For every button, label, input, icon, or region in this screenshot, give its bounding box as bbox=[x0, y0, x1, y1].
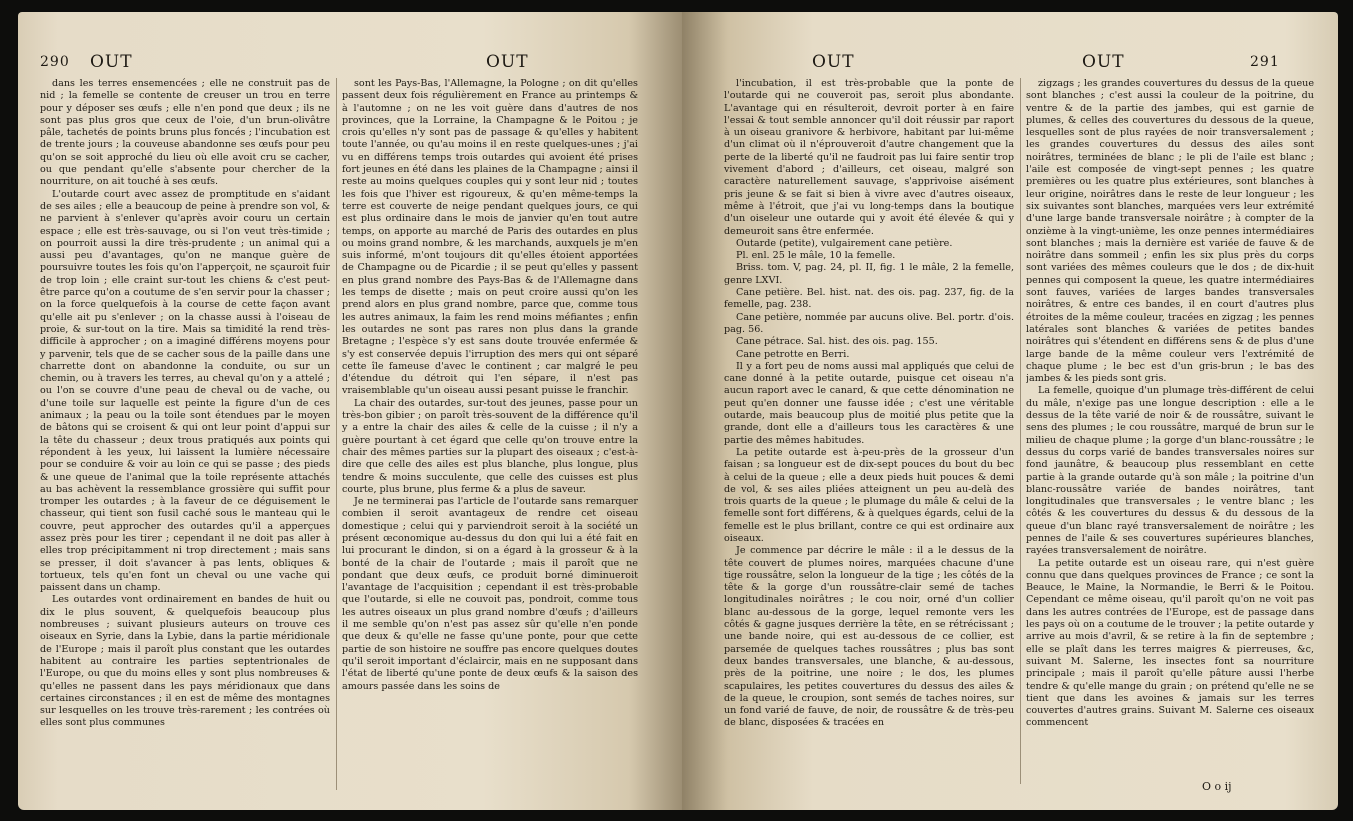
text-paragraph: Outarde (petite), vulgairement cane petière. bbox=[736, 237, 953, 249]
text-paragraph: Je commence par décrire le mâle : il a le dessus de la tête couvert de plumes noires, marquées chacune d'une tige roussâtre, selon la longueur de la tige ; les côtés de la tête & la gorge d'un roussâtre-clair semé de taches longitudinales noirâtres ; le cou noir, orné d'un collier blanc au-dessous de la gorge, lequel remonte vers les côtés & gagne jusques derrière la tête, en se rétrécissant ; une bande noire, qui est au-dessous de ce collier, est parsemée de quelques taches roussâtres ; plus bas sont deux bandes transversales, une blanche, & au-dessous, près de la poitrine, une noire ; le dos, les plumes scapulaires, les petites couvertures du dessus des ailes & de la queue, le croupion, sont semés de taches noires, sur un fond varié de fauve, de noir, de roussâtre & de très-peu de blanc, disposées & tracées en bbox=[724, 545, 1014, 729]
text-paragraph: Les outardes vont ordinairement en bandes de huit ou dix le plus souvent, & quelquefois beaucoup plus nombreuses ; suivant plusieurs auteurs on trouve ces oiseaux en Syrie, dans la Lybie, dans la partie méridionale de l'Europe ; mais il paroît plus constant que les outardes habitent au contraire les parties septentrionales de l'Europe, ou que du moins elles y sont plus nombreuses & qu'elles ne passent dans les pays méridionaux que dans certaines circonstances ; il en est de même des montagnes sur lesquelles on les trouve très-rarement ; les contrées où elles sont plus communes bbox=[40, 594, 330, 729]
right-column-1 bbox=[724, 78, 1014, 790]
text-paragraph: Cane petrotte en Berri. bbox=[736, 348, 850, 360]
text-paragraph: La petite outarde est à-peu-près de la grosseur d'un faisan ; sa longueur est de dix-sept pouces du bout du bec à celui de la queue ; elle a deux pieds huit pouces & demi de vol, & ses ailes pliées atteignent un peu au-delà des trois quarts de la queue ; le plumage du mâle & celui de la femelle sont fort différens, & à quelques égards, celui de la femelle est le plus brillant, contre ce qui est ordinaire aux oiseaux. bbox=[724, 446, 1014, 544]
text-paragraph: sont les Pays-Bas, l'Allemagne, la Pologne ; on dit qu'elles passent deux fois régulièrement en France au printemps & à l'automne ; on ne les voit guère dans d'autres de nos provinces, que la Lorraine, la Champagne & le Poitou ; je crois qu'elles n'y sont pas de passage & qu'elles y habitent toute l'année, ou qu'au moins il en reste quelques-unes ; j'ai vu en différens temps trois outardes qui avoient été prises fort jeunes en été dans les plaines de la Champagne ; ainsi il reste au moins quelques couples qui y sont leur nid ; toutes les fois que l'hiver est rigoureux, & qu'en même-temps la terre est couverte de neige pendant quelques jours, ce qui est plus ordinaire dans le mois de janvier qu'en tout autre temps, on apporte au marché de Paris des outardes en plus ou moins grand nombre, & les marchands, auxquels je m'en suis informé, m'ont toujours dit qu'elles étoient apportées de Champagne ou de Picardie ; il se peut qu'elles y passent en plus grand nombre des Pays-Bas & de l'Allemagne dans les temps de disette ; mais on peut croire aussi qu'on les prend alors en plus grand nombre, parce que, comme tous les autres animaux, la faim les rend moins méfiantes ; enfin les outardes ne sont pas rares non plus dans la grande Bretagne ; l'espèce s'y est sans doute trouvée enfermée & s'y est conservée depuis l'irruption des mers qui ont séparé cette île fameuse d'avec le continent ; car malgré le peu d'étendue du détroit qui l'en sépare, il n'est pas vraisemblable qu'un oiseau aussi pesant puisse le franchir. bbox=[342, 78, 638, 397]
page-number-left: 290 bbox=[40, 54, 70, 70]
text-paragraph: dans les terres ensemencées ; elle ne construit pas de nid ; la femelle se contente de creuser un trou en terre pour y déposer ses œufs ; elle n'en pond que deux ; ils ne sont pas plus gros que ceux de l'oie, d'un brun-olivâtre pâle, tachetés de points bruns plus foncés ; l'incubation est de trente jours ; la couveuse abandonne ses œufs pour peu qu'on se soit approché du lieu où elle avoit cru se cacher, ou que pendant qu'elle s'absente pour chercher de la nourriture, on ait touché à ses œufs. bbox=[40, 78, 330, 188]
left-page bbox=[18, 12, 682, 810]
text-paragraph: La petite outarde est un oiseau rare, qui n'est guère connu que dans quelques provinces de France ; ce sont la Beauce, le Maine, la Normandie, le Berri & le Poitou. Cependant ce même oiseau, qu'il paroît qu'on ne voit pas dans les autres contrées de l'Europe, est de passage dans les pays où on a coutume de le trouver ; la petite outarde y arrive au mois d'avril, & se retire à la fin de septembre ; elle se plaît dans les terres maigres & pierreuses, &c, suivant M. Salerne, les insectes font sa nourriture principale ; mais il paroît qu'elle pâture aussi l'herbe tendre & qu'elle mange du grain ; on prétend qu'elle ne se tient que dans les avoines & jamais sur les terres couvertes d'autres grains. Suivant M. Salerne ces oiseaux commencent bbox=[1026, 557, 1314, 729]
text-paragraph: La chair des outardes, sur-tout des jeunes, passe pour un très-bon gibier ; on paroît très-souvent de la différence qu'il y a entre la chair des ailes & celle de la cuisse ; il n'y a guère pourtant à cet égard que celle qu'on trouve entre la chair des mêmes parties sur la plupart des oiseaux ; c'est-à-dire que celle des ailes est plus blanche, plus longue, plus tendre & moins succulente, que celle des cuisses est plus courte, plus brune, plus ferme & a plus de saveur. bbox=[342, 397, 638, 495]
right-column-2 bbox=[1026, 78, 1314, 778]
column-rule-right bbox=[1020, 78, 1021, 784]
text-paragraph: Je ne terminerai pas l'article de l'outarde sans remarquer combien il seroit avantageux de rendre cet oiseau domestique ; celui qui y parviendroit seroit à la société un présent œconomique au-dessus du don qui lui a été fait en lui procurant le dindon, si on a égard à la grosseur & à la bonté de la chair de l'outarde ; mais il paroît que ne pondant que deux œufs, ce produit borné diminueroit l'avantage de l'acquisition ; cependant il est très-probable que l'outarde, si elle ne couvoit pas, pondroit, comme tous les autres oiseaux un plus grand nombre d'œufs ; d'ailleurs il me semble qu'on n'est pas assez sûr qu'elle n'en ponde que deux & qu'elle ne fasse qu'une ponte, pour que cette partie de son histoire ne souffre pas encore quelques doutes qu'il seroit important d'éclaircir, mais en ne supposant dans l'état de liberté qu'une ponte de deux œufs & la saison des amours passée dans les soins de bbox=[342, 496, 638, 692]
right-head-word: OUT bbox=[1082, 52, 1125, 72]
text-paragraph: Il y a fort peu de noms aussi mal appliqués que celui de cane donné à la petite outarde, puisque cet oiseau n'a aucun raport avec le canard, & que cette dénomination ne peut qu'en donner une fausse idée ; c'est une véritable outarde, mais beaucoup plus de moitié plus petite que la grande, dont elle a d'ailleurs tous les caractères & une partie des mêmes habitudes. bbox=[724, 360, 1014, 446]
text-paragraph: L'outarde court avec assez de promptitude en s'aidant de ses ailes ; elle a beaucoup de peine à prendre son vol, & ne parvient à s'enlever qu'après avoir couru un certain espace ; elle est très-sauvage, ou si l'on veut très-timide ; on pourroit aussi la dire très-prudente ; un animal qui a aussi peu d'avantages, qu'on ne manque guère de poursuivre toutes les fois qu'on l'apperçoit, ne sçauroit fuir de trop loin ; elle craint sur-tout les chiens & c'est peut-être parce qu'on a coutume de s'en servir pour la chasser ; on la force quelquefois à la course de cette façon avant qu'elle ait pu s'enlever ; on la chasse aussi à l'oiseau de proie, & sur-tout on la tire. Mais sa timidité la rend très-difficile à approcher ; on a imaginé différens moyens pour y parvenir, tels que de se cacher sous de la paille dans une charrette dont on abandonne la conduite, ou sur un chemin, ou à travers les terres, au cheval qu'on y a attelé ; ou l'on se couvre d'une peau de cheval ou de vache, ou d'une toile sur laquelle est peinte la figure d'un de ces animaux ; la peau ou la toile sont étendues par le moyen de bâtons qui se croisent & qui ont leur point d'appui sur la tête du chasseur ; deux trous pratiqués aux points qui répondent à les yeux, lui laissent la lumière nécessaire pour se conduire & voir au loin ce qui se passe ; des pieds & une queue de l'animal que la toile représente attachés au bas achèvent la ressemblance grossière qui suffit pour tromper les outardes ; à la faveur de ce déguisement le chasseur, qui tient son fusil caché sous le manteau qui le couvre, peut approcher des outardes qu'il a apperçues assez près pour les tirer ; cependant il ne doit pas aller à elles trop précipitamment ni trop directement ; mais sans se presser, il doit s'avancer à pas lents, obliques & tortueux, tels qu'en font un cheval ou une vache qui paissent dans un champ. bbox=[40, 188, 330, 594]
left-column-head: OUT bbox=[486, 52, 529, 72]
open-book bbox=[18, 12, 1338, 812]
left-head-word: OUT bbox=[90, 52, 133, 72]
right-column-head: OUT bbox=[812, 52, 855, 72]
text-paragraph: Pl. enl. 25 le mâle, 10 la femelle. bbox=[736, 250, 896, 262]
signature-mark: O o ij bbox=[1202, 780, 1232, 793]
right-page bbox=[682, 12, 1338, 810]
text-paragraph: Cane pétrace. Sal. hist. des ois. pag. 155. bbox=[736, 336, 938, 348]
page-number-right: 291 bbox=[1250, 54, 1280, 70]
column-rule-left bbox=[336, 78, 337, 790]
left-column-1 bbox=[40, 78, 330, 796]
left-column-2 bbox=[342, 78, 638, 796]
text-paragraph: l'incubation, il est très-probable que la ponte de l'outarde qui ne couveroit pas, seroit plus abondante. L'avantage qui en résulteroit, devroit porter à en faire l'essai & tout semble annoncer qu'il doit réussir par raport à un oiseau granivore & herbivore, habitant par lui-même d'un climat où il n'éprouveroit d'autre changement que la perte de la liberté qu'il ne faudroit pas lui faire sentir trop vivement d'abord ; d'ailleurs, cet oiseau, malgré son caractère naturellement sauvage, s'apprivoise aisément pris jeune & se fait si bien à vivre avec d'autres oiseaux, même à l'étroit, que j'ai vu long-temps dans la boutique d'un oiseleur une outarde qui y avoit été élevée & qui y demeuroit sans être enfermée. bbox=[724, 78, 1014, 237]
text-paragraph: Cane petière, nommée par aucuns olive. Bel. portr. d'ois. pag. 56. bbox=[724, 311, 1014, 335]
text-paragraph: Briss. tom. V, pag. 24, pl. II, fig. 1 le mâle, 2 la femelle, genre LXVI. bbox=[724, 262, 1014, 286]
text-paragraph: Cane petière. Bel. hist. nat. des ois. pag. 237, fig. de la femelle, pag. 238. bbox=[724, 287, 1014, 311]
text-paragraph: La femelle, quoique d'un plumage très-différent de celui du mâle, n'exige pas une longue description : elle a le dessus de la tête varié de noir & de roussâtre, suivant le sens des plumes ; le cou roussâtre, marqué de brun sur le milieu de chaque plume ; la gorge d'un blanc-roussâtre ; le dessus du corps varié de bandes transversales noires sur fond jaunâtre, & beaucoup plus ressemblant en cette partie à la grande outarde qu'à son mâle ; la poitrine d'un blanc-roussâtre variée de bandes noirâtres, tant longitudinales que transversales ; le ventre blanc ; les côtés & les couvertures du dessus & du dessous de la queue d'un blanc rayé transversalement de noirâtre ; les pennes de l'aile & ses couvertures supérieures blanches, rayées transversalement de noirâtre. bbox=[1026, 385, 1314, 557]
text-paragraph: zigzags ; les grandes couvertures du dessus de la queue sont blanches ; c'est aussi la couleur de la poitrine, du ventre & de la partie des jambes, qui est garnie de plumes, & celles des couvertures du dessous de la queue, lesquelles sont de plus rayées de noir transversalement ; les grandes couvertures du dessus des ailes sont noirâtres, terminées de blanc ; le pli de l'aile est blanc ; l'aile est composée de vingt-sept pennes ; les quatre premières ou les quatre plus extérieures, sont blanches à leur origine, noirâtres dans le reste de leur longueur ; les six suivantes sont blanches, marquées vers leur extrémité d'une large bande transversale noirâtre ; à compter de la onzième à la vingt-unième, les onze pennes intermédiaires sont blanches ; mais la dernière est variée de fauve & de noirâtre dans sommeil ; enfin les six plus près du corps sont variées des mêmes couleurs que le dos ; de dix-huit pennes qui composent la queue, les quatre intermédiaires sont fauves, variées de larges bandes transversales noirâtres, & entre ces bandes, il en court d'autres plus étroites de la même couleur, tracées en zigzag ; les pennes latérales sont blanches & variées de petites bandes noirâtres qui s'étendent en différens sens & de plus d'une large bande de la même couleur vers l'extrémité de chaque plume ; le bec est d'un gris-brun ; le bas des jambes & les pieds sont gris. bbox=[1026, 78, 1314, 385]
